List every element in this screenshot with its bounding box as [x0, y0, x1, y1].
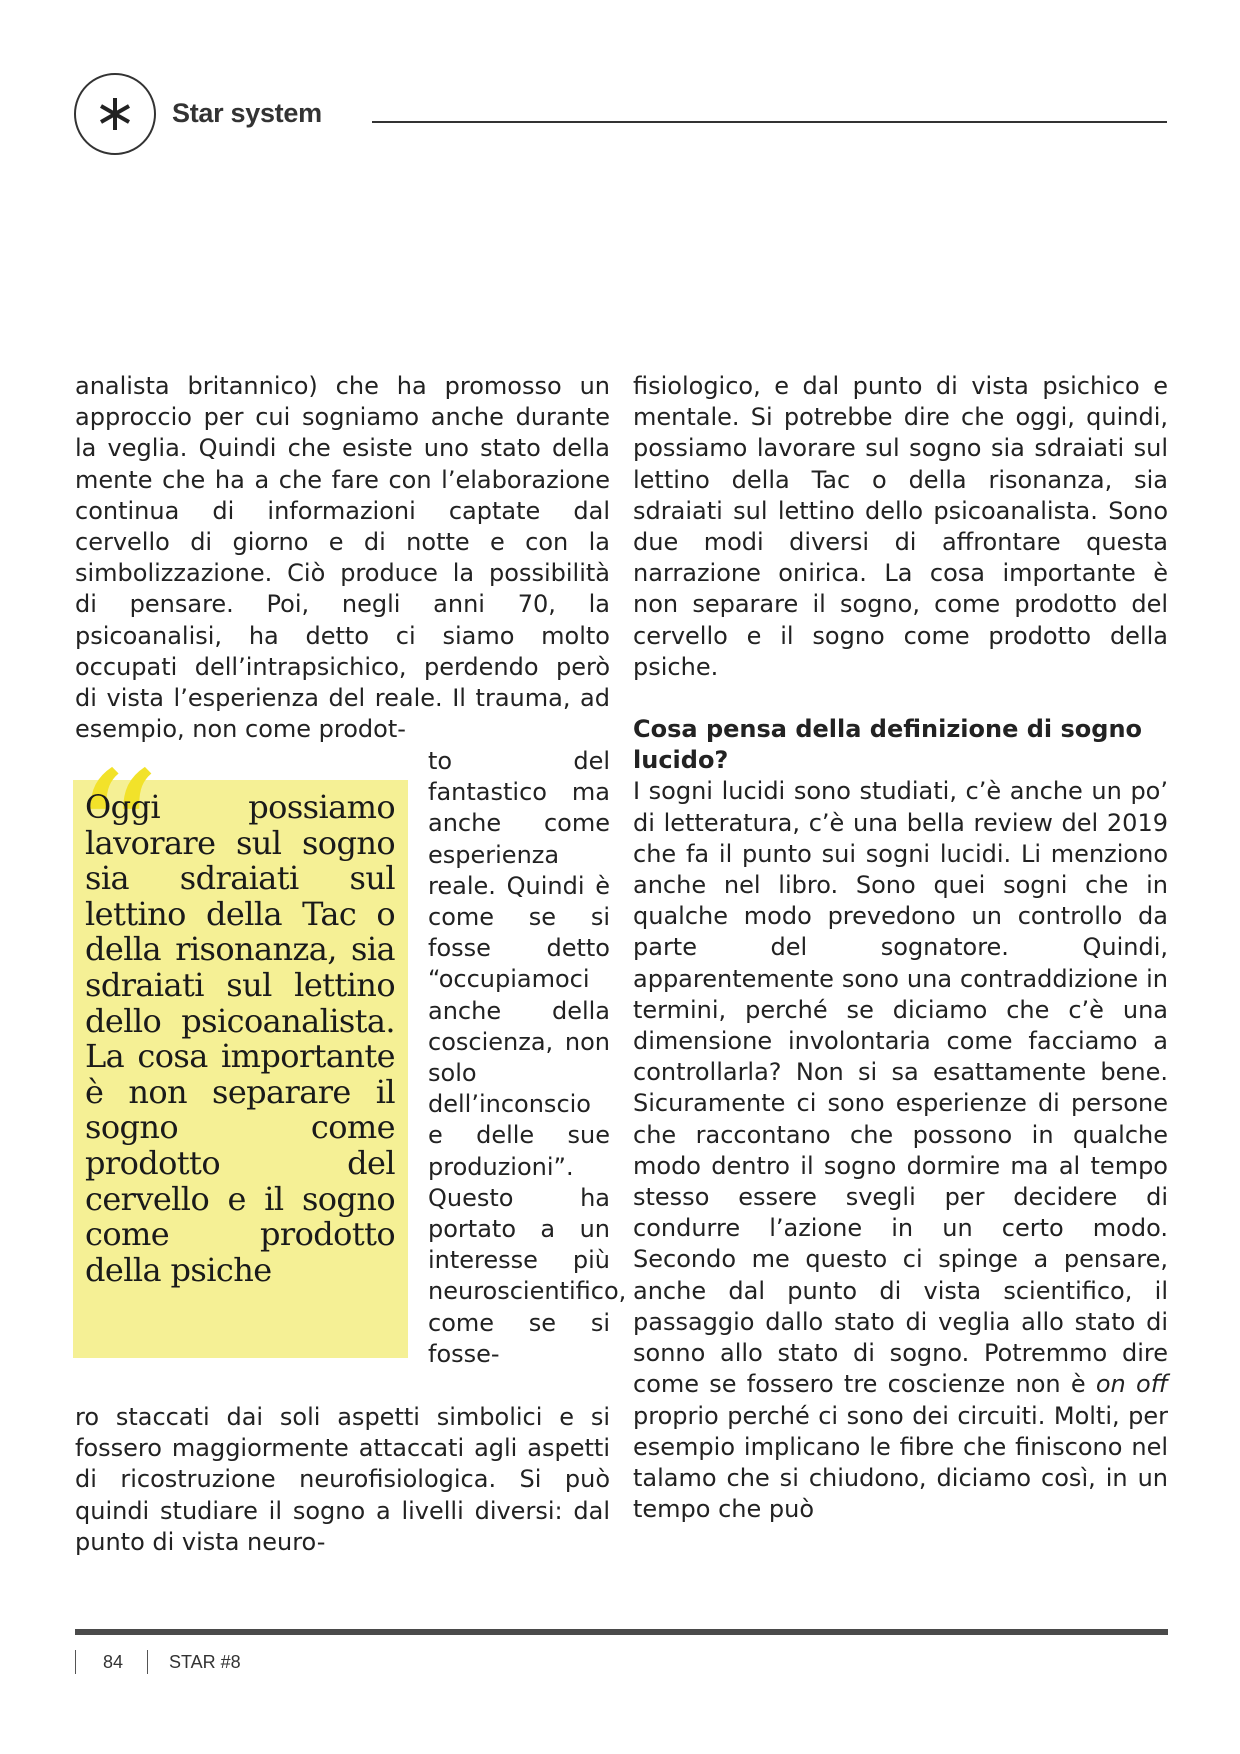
interview-question: Cosa pensa della definizione di sogno lucido?	[633, 715, 1143, 775]
right-column-paragraph: fisiologico, e dal punto di vista psichico e mentale. Si potrebbe dire che oggi, quindi, possiamo lavorare sul sogno sia sdraiati sul lettino della Tac o della risonanza, sia sdraiati sul lettino dello psicoanalista. Sono due modi diversi di affrontare questa narrazione onirica. La cosa importante è non separare il sogno, come prodotto del cervello e il sogno come prodotto della psiche.	[633, 372, 1168, 681]
answer-italic: on off	[1095, 1370, 1169, 1399]
pull-quote	[73, 736, 408, 1358]
answer-text-part-1: I sogni lucidi sono studiati, c’è anche un po’ di letteratura, c’è una bella review del 2019 che fa il punto sui sogni lucidi. Li menziono anche nel libro. Sono quei sogni che in qualche modo prevedono un controllo da parte del sognatore. Quindi, apparentemente sono una contraddizione in termini, perché se diciamo che c’è una dimensione involontaria come facciamo a controllarla? Non si sa esattamente bene. Sicuramente ci sono esperienze di persone che raccontano che possono in qualche modo dentro il sogno dormire ma al tempo stesso essere svegli per decidere di condurre l’azione in un certo modo. Secondo me questo ci spinge a pensare, anche dal punto di vista scientifico, il passaggio dallo stato di veglia allo stato di sonno allo stato di sogno. Potremmo dire come se fossero tre coscienze non è	[633, 777, 1168, 1399]
footer-divider	[75, 1629, 1168, 1635]
left-column-narrow-text: to del fantastico ma anche come esperienza reale. Quindi è come se si fosse detto “occupiamoci anche della coscienza, non solo dell’inconscio e delle sue produzioni”. Questo ha portato a un interesse più neuroscientifico, come se si fosse-	[428, 747, 627, 1368]
page-number: 84	[103, 1652, 124, 1672]
section-title: Star system	[172, 98, 322, 128]
interview-answer	[633, 776, 1168, 1525]
quote-mark-icon: “	[73, 736, 160, 934]
header-divider	[372, 121, 1167, 123]
left-column-top-text: analista britannico) che ha promosso un approccio per cui sogniamo anche durante la veglia. Quindi che esiste uno stato della mente che ha a che fare con l’elaborazione continua di informazioni captate dal cervello di giorno e di notte e con la simbolizzazione. Ciò produce la possibilità di pensare. Poi, negli anni 70, la psicoanalisi, ha detto ci siamo molto occupati dell’intrapsichico, perdendo però di vista l’esperienza del reale. Il trauma, ad esempio, non come prodot-	[75, 372, 610, 744]
magazine-issue: STAR #8	[169, 1652, 241, 1672]
right-column	[633, 371, 1168, 1525]
asterisk-icon	[98, 97, 132, 131]
answer-text-part-2: proprio perché ci sono dei circuiti. Molti, per esempio implicano le fibre che finiscono nel talamo che si chiudono, diciamo così, in un tempo che può	[633, 1401, 1168, 1524]
section-badge	[74, 73, 156, 155]
footer-separator	[75, 1650, 76, 1674]
footer-separator	[147, 1650, 148, 1674]
left-column-bottom-text: ro staccati dai soli aspetti simbolici e si fossero maggiormente attaccati agli aspetti di ricostruzione neurofisiologica. Si può quindi studiare il sogno a livelli diversi: dal punto di vista neuro-	[75, 1403, 610, 1556]
pull-quote-text: Oggi possiamo lavorare sul sogno sia sdraiati sul lettino della Tac o della risonanza, sia sdraiati sul lettino dello psicoanalista. La cosa importante è non separare il sogno come prodotto del cervello e il sogno come prodotto della psiche	[85, 788, 395, 1289]
